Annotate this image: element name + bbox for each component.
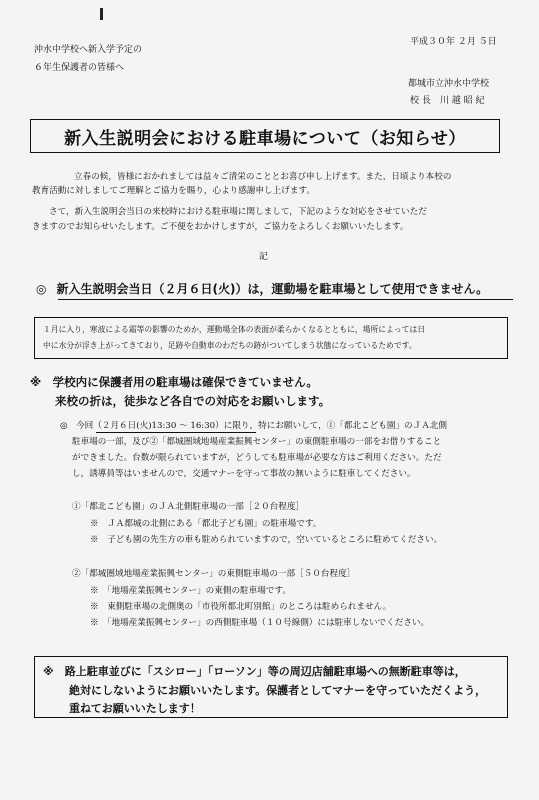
issue-date: 平成３０年 ２月 ５日 [410, 37, 497, 47]
footer-warning-line-1: ※ 路上駐車並びに「スシロー」「ローソン」等の周辺店舗駐車場への無断駐車等は， [43, 665, 466, 678]
school-name: 都城市立沖水中学校 [408, 79, 490, 89]
greeting-line-4: きますのでお知らせいたします。ご不便をおかけしますが，ご協力をよろしくお願いいたします。 [32, 222, 409, 232]
greeting-line-1: 立春の候，皆様におかれましては益々ご清栄のこととお喜び申し上げます。また，日頃より本校の [74, 172, 452, 182]
title-box [30, 119, 500, 153]
detail-line-3: ができました。台数が限られていますが，どうしても駐車場が必要な方はご利用ください。ただ [72, 453, 442, 463]
reason-line-1: １月に入り，寒波による霜等の影響のためか，運動場全体の表面が柔らかくなるとともに，場所によっては日 [43, 325, 426, 334]
double-circle-icon: ◎ [36, 282, 47, 296]
notice-heading-text: 新入生説明会当日（２月６日(火)）は，運動場を駐車場として使用できません。 [56, 282, 489, 296]
punch-mark [100, 8, 103, 20]
page-title: 新入生説明会における駐車場について（お知らせ） [64, 128, 466, 149]
site-2-note-1: ※ 「地場産業振興センター」の東側の駐車場です。 [90, 586, 291, 596]
notice-heading [36, 280, 488, 297]
site-2-note-2: ※ 東側駐車場の北側奥の「市役所都北町別館」のところは駐められません。 [90, 602, 392, 612]
parking-warning-line-2: 来校の折は，徒歩など各自での対応をお願いします。 [55, 394, 331, 408]
site-1-note-2: ※ 子ども園の先生方の車も駐められていますので，空いているところに駐めてください。 [90, 535, 443, 545]
recipient-line-2: ６年生保護者の皆様へ [34, 63, 125, 73]
time-underline [96, 432, 256, 433]
detail-line-4: し，誘導員等はいませんので，交通マナーを守って事故の無いように駐車してください。 [72, 469, 416, 479]
ki-heading: 記 [259, 252, 269, 262]
footer-warning-box [34, 656, 508, 718]
reason-line-2: 中に水分が浮き上がってきており，足跡や自動車のわだちの跡がついてしまう状態になっているためです。 [43, 341, 417, 350]
parking-warning-line-1: ※ 学校内に保護者用の駐車場は確保できていません。 [30, 375, 318, 389]
recipient-line-1: 沖水中学校へ新入学予定の [34, 45, 143, 55]
footer-warning-line-3: 重ねてお願いいたします！ [69, 702, 201, 715]
site-1-note-1: ※ ＪＡ都城の北側にある「都北子ども園」の駐車場です。 [90, 519, 322, 529]
principal-name: 校 長 川 越 昭 紀 [410, 96, 485, 106]
greeting-line-2: 教育活動に対しましてご理解とご協力を賜り，心より感謝申し上げます。 [32, 186, 315, 196]
notice-underline [58, 299, 513, 300]
greeting-line-3: さて，新入生説明会当日の来校時における駐車場に関しまして，下記のような対応をさせていただ [49, 207, 427, 217]
site-2-heading: ②「都城圏域地場産業振興センター」の東側駐車場の一部［５０台程度］ [72, 569, 356, 579]
site-1-heading: ①「都北こども園」のＪＡ北側駐車場の一部［２０台程度］ [72, 502, 305, 512]
site-2-note-3: ※ 「地場産業振興センター」の西側駐車場（１０号線側）には駐車しないでください。 [90, 618, 430, 628]
detail-line-2: 駐車場の一部，及び②「都城圏域地場産業振興センター」の東側駐車場の一部をお借りすること [72, 437, 442, 447]
footer-warning-line-2: 絶対にしないようにお願いいたします。保護者としてマナーを守っていただくよう， [69, 684, 487, 697]
detail-line-1: ◎ 今回（２月６日(火)13:30 ～ 16:30）に限り，特にお願いして，①「都北こども園」のＪＡ北側 [60, 421, 447, 431]
reason-box [34, 317, 508, 359]
